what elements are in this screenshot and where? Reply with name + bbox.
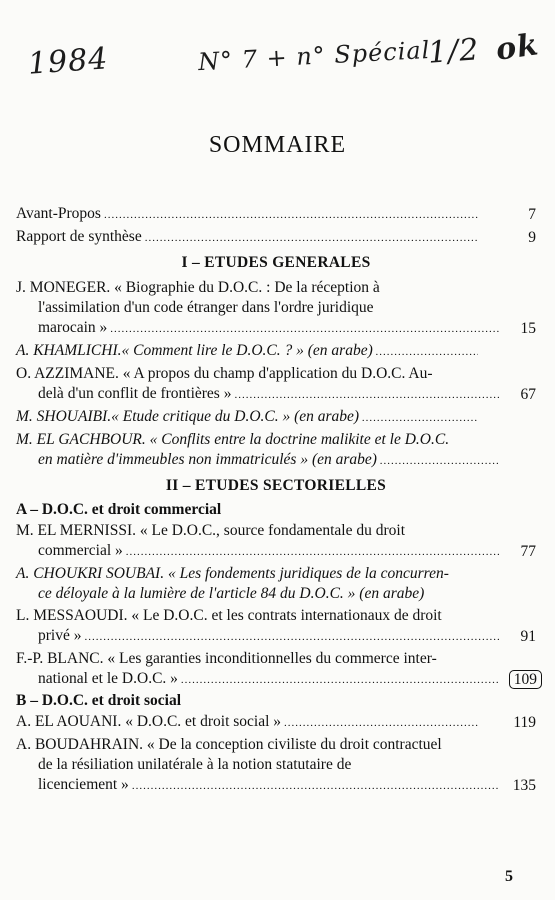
page-title: SOMMAIRE [208, 132, 347, 158]
page-number: 119 [513, 714, 536, 731]
section-heading-etudes-generales: I – ETUDES GENERALES [181, 254, 371, 271]
toc-entry-azzimane[interactable]: O. AZZIMANE. « A propos du champ d'application du D.O.C. Au- delà d'un conflit de frontières » ..... 67 [16, 364, 536, 405]
footer-page-number: 5 [505, 868, 513, 885]
toc-entry-khamlichi[interactable]: A. KHAMLICHI. « Comment lire le D.O.C. ? » (en arabe) ..... [16, 341, 536, 362]
toc-entry-rapport[interactable]: Rapport de synthèse ..... 9 [16, 227, 536, 248]
handwritten-year: 1984 [26, 41, 110, 82]
page-number: 91 [520, 628, 536, 645]
page-number: 15 [520, 320, 536, 337]
toc-entry-moneger[interactable]: J. MONEGER. « Biographie du D.O.C. : De la réception à l'assimilation d'un code étranger dans l'ordre juridique marocain » ..... 15 [16, 278, 536, 339]
handwritten-annotation [26, 27, 548, 85]
page-number: 135 [512, 777, 536, 794]
page-number: 67 [520, 386, 536, 403]
subsection-heading-commercial: A – D.O.C. et droit commercial [16, 501, 222, 518]
toc-entry-blanc[interactable]: F.-P. BLANC. « Les garanties inconditionnelles du commerce inter- national et le D.O.C. » ..... 109 [16, 649, 536, 690]
toc-entry-choukri-soubai[interactable]: A. CHOUKRI SOUBAI. « Les fondements juridiques de la concurren- ce déloyale à la lumière de l'article 84 du D.O.C. » (en arabe) [16, 565, 449, 602]
page-number-circled: 109 [509, 670, 542, 689]
toc-entry-boudahrain[interactable]: A. BOUDAHRAIN. « De la conception civiliste du droit contractuel de la résiliation unilatérale à la notion statutaire de licenciement » ..... 135 [16, 735, 536, 796]
handwritten-ok: ok [493, 27, 542, 68]
toc-entry-shouaibi[interactable]: M. SHOUAIBI. « Etude critique du D.O.C. » (en arabe) ..... [16, 407, 536, 428]
toc-entry-gachbour[interactable]: M. EL GACHBOUR. « Conflits entre la doctrine malikite et le D.O.C. en matière d'immeubles non immatriculés » (en arabe) ..... [16, 430, 536, 471]
subsection-heading-social: B – D.O.C. et droit social [16, 692, 182, 709]
toc-entry-avant-propos[interactable]: Avant-Propos ..... 7 [16, 204, 536, 225]
handwritten-fraction: 1/2 [426, 32, 481, 71]
page-number: 77 [520, 543, 536, 560]
toc-entry-mernissi[interactable]: M. EL MERNISSI. « Le D.O.C., source fondamentale du droit commercial » ..... 77 [16, 521, 536, 562]
handwritten-issue: N° 7 + n° Spécial [197, 35, 432, 77]
page-number: 9 [528, 229, 536, 246]
section-heading-etudes-sectorielles: II – ETUDES SECTORIELLES [165, 477, 387, 494]
page-number: 7 [528, 206, 536, 223]
toc-entry-messaoudi[interactable]: L. MESSAOUDI. « Le D.O.C. et les contrats internationaux de droit privé » ..... 91 [16, 606, 536, 647]
toc-entry-el-aouani[interactable]: A. EL AOUANI. « D.O.C. et droit social » ..... 119 [16, 712, 536, 733]
table-of-contents [16, 204, 536, 798]
